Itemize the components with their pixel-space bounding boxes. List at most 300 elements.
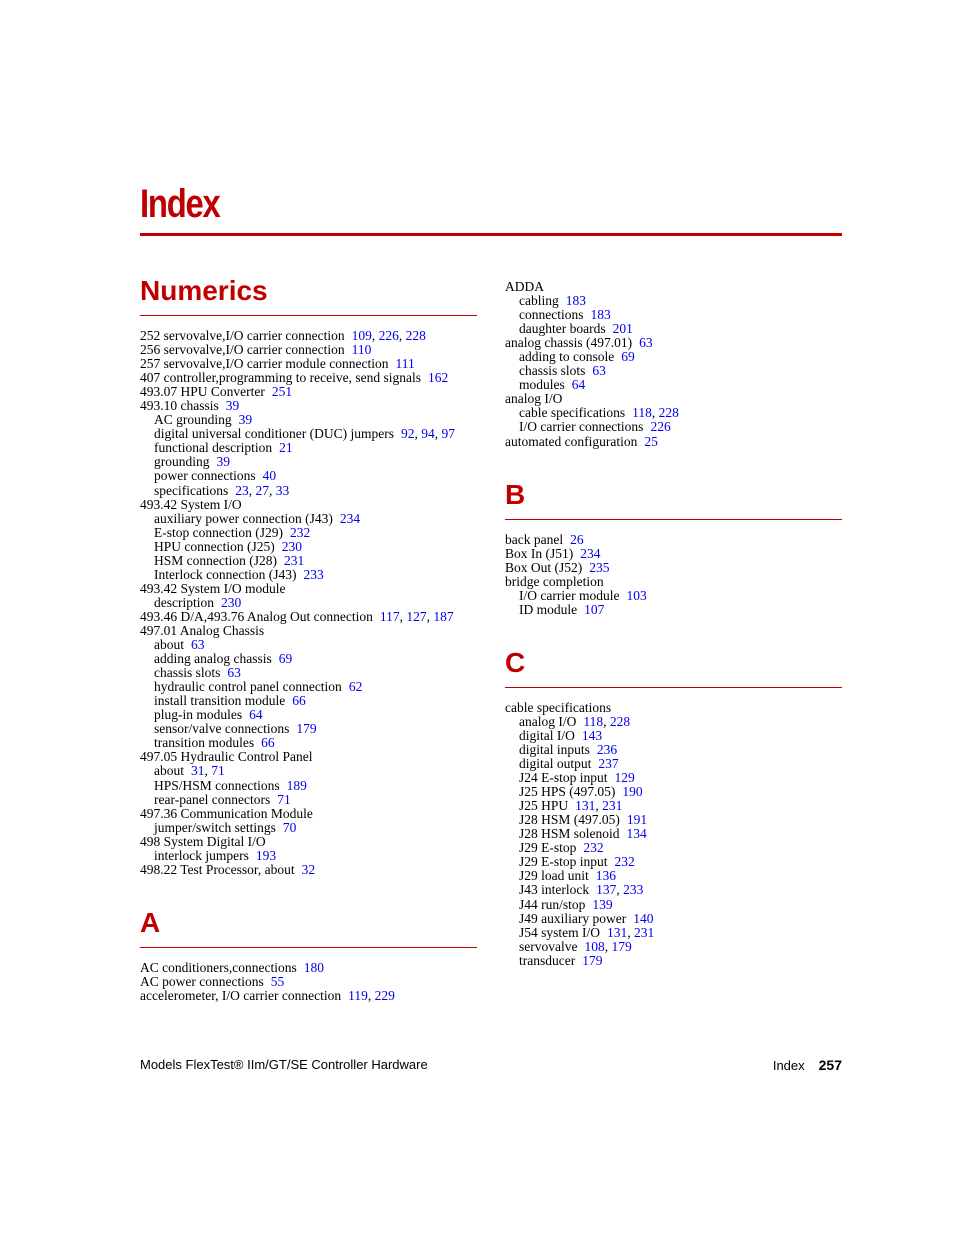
entry-term: bridge completion bbox=[505, 573, 604, 589]
index-subentry bbox=[505, 954, 842, 968]
entry-term: jumper/switch settings bbox=[154, 819, 276, 835]
index-subentry bbox=[140, 736, 477, 750]
page-link[interactable]: 21 bbox=[279, 440, 293, 456]
entry-page-refs: 118, 228 bbox=[632, 405, 679, 421]
page-link[interactable]: 162 bbox=[428, 370, 449, 386]
index-subentry bbox=[505, 799, 842, 813]
page-link[interactable]: 40 bbox=[262, 468, 277, 484]
page-link[interactable]: 231 bbox=[602, 798, 623, 814]
entry-term: Box Out (J52) bbox=[505, 559, 583, 575]
entry-page-refs bbox=[582, 953, 602, 968]
index-entry bbox=[140, 835, 477, 849]
entry-term: rear-panel connectors bbox=[154, 791, 271, 807]
page-link[interactable]: 69 bbox=[621, 349, 635, 365]
entry-page-refs bbox=[279, 651, 293, 666]
entry-page-refs: 108, 179 bbox=[584, 938, 632, 954]
entry-term: analog I/O bbox=[505, 391, 563, 407]
page-link[interactable]: 97 bbox=[441, 426, 455, 442]
entry-page-refs: 131, 231 bbox=[607, 924, 655, 940]
page-link[interactable]: 191 bbox=[626, 812, 648, 828]
index-subentry bbox=[505, 757, 842, 771]
page-link[interactable]: 27 bbox=[255, 482, 269, 498]
entry-page-refs bbox=[226, 398, 240, 413]
section-rule bbox=[505, 687, 842, 688]
entry-term: Box In (J51) bbox=[505, 545, 574, 561]
page-link[interactable]: 236 bbox=[596, 741, 618, 757]
entry-term: I/O carrier connections bbox=[519, 419, 644, 435]
index-subentry bbox=[140, 512, 477, 526]
page-link[interactable]: 229 bbox=[374, 987, 395, 1003]
section-rule bbox=[140, 315, 477, 316]
index-entry-list bbox=[505, 280, 842, 449]
entry-page-refs bbox=[349, 679, 363, 694]
index-subentry bbox=[140, 694, 477, 708]
page-link[interactable]: 118 bbox=[632, 405, 652, 421]
page-link[interactable]: 70 bbox=[282, 819, 297, 835]
page-link[interactable]: 94 bbox=[421, 426, 435, 442]
entry-term: modules bbox=[519, 377, 565, 393]
page-link[interactable]: 107 bbox=[584, 601, 605, 617]
entry-page-refs bbox=[583, 840, 603, 855]
page-link[interactable]: 63 bbox=[227, 665, 241, 681]
index-subentry bbox=[505, 308, 842, 322]
page-link[interactable]: 230 bbox=[221, 594, 242, 610]
index-subentry bbox=[505, 841, 842, 855]
page-link[interactable]: 228 bbox=[658, 405, 679, 421]
page-link[interactable]: 183 bbox=[590, 307, 611, 323]
index-subentry bbox=[505, 350, 842, 364]
page-link[interactable]: 232 bbox=[583, 840, 604, 856]
page-link[interactable]: 63 bbox=[639, 335, 653, 351]
section-rule bbox=[505, 519, 842, 520]
footer-book-title: Models FlexTest® IIm/GT/SE Controller Hardware bbox=[140, 1057, 428, 1072]
entry-page-refs: 23, 27, 33 bbox=[235, 482, 290, 498]
page-link[interactable]: 25 bbox=[644, 433, 658, 449]
index-entry-list bbox=[140, 961, 477, 1003]
index-subentry bbox=[505, 771, 842, 785]
index-subentry bbox=[505, 729, 842, 743]
entry-term: grounding bbox=[154, 454, 210, 470]
page-link[interactable]: 131 bbox=[575, 798, 596, 814]
page-link[interactable]: 66 bbox=[292, 693, 306, 709]
entry-page-refs bbox=[256, 848, 276, 863]
entry-term: sensor/valve connections bbox=[154, 721, 290, 737]
entry-term: ID module bbox=[519, 601, 578, 617]
section-rule bbox=[140, 947, 477, 948]
entry-page-refs bbox=[613, 321, 633, 336]
index-entry bbox=[505, 701, 842, 715]
entry-term: description bbox=[154, 594, 214, 610]
index-subentry bbox=[505, 926, 842, 940]
entry-term: HPS/HSM connections bbox=[154, 777, 280, 793]
entry-term: J25 HPS (497.05) bbox=[519, 784, 616, 800]
entry-page-refs bbox=[304, 960, 324, 975]
entry-term: HPU connection (J25) bbox=[154, 538, 275, 554]
entry-page-refs bbox=[590, 307, 610, 322]
page-link[interactable]: 39 bbox=[238, 412, 253, 428]
index-column-right bbox=[505, 280, 842, 968]
footer-section-label: Index bbox=[772, 1058, 805, 1073]
entry-term: auxiliary power connection (J43) bbox=[154, 510, 333, 526]
page-link[interactable]: 129 bbox=[614, 770, 635, 786]
entry-page-refs bbox=[644, 434, 658, 449]
entry-page-refs bbox=[283, 820, 297, 835]
entry-page-refs bbox=[296, 721, 316, 736]
page-link[interactable]: 64 bbox=[249, 707, 263, 723]
page-link[interactable]: 136 bbox=[595, 868, 616, 884]
page-link[interactable]: 23 bbox=[235, 482, 249, 498]
index-entry bbox=[140, 498, 477, 512]
page-link[interactable]: 103 bbox=[626, 587, 647, 603]
page-link[interactable]: 55 bbox=[270, 973, 285, 989]
page-link[interactable]: 228 bbox=[609, 713, 631, 729]
entry-page-refs bbox=[282, 539, 302, 554]
index-subentry bbox=[140, 596, 477, 610]
page-link[interactable]: 64 bbox=[571, 377, 586, 393]
page-link[interactable]: 201 bbox=[612, 321, 633, 337]
entry-page-refs bbox=[292, 693, 306, 708]
entry-page-refs bbox=[633, 911, 653, 926]
index-subentry bbox=[505, 420, 842, 434]
index-subentry bbox=[505, 813, 842, 827]
entry-page-refs bbox=[396, 356, 415, 371]
page-link[interactable]: 137 bbox=[596, 882, 617, 898]
entry-page-refs bbox=[279, 440, 293, 455]
page-link[interactable]: 39 bbox=[225, 398, 240, 414]
entry-term: 497.05 Hydraulic Control Panel bbox=[140, 749, 313, 765]
index-subentry bbox=[505, 406, 842, 420]
entry-term: Interlock connection (J43) bbox=[154, 566, 297, 582]
index-subentry bbox=[505, 378, 842, 392]
page-link[interactable]: 118 bbox=[583, 713, 604, 729]
index-entry bbox=[140, 399, 477, 413]
page-link[interactable]: 180 bbox=[303, 959, 324, 975]
entry-term: 493.42 System I/O bbox=[140, 496, 242, 512]
entry-term: accelerometer, I/O carrier connection bbox=[140, 987, 342, 1003]
entry-term: I/O carrier module bbox=[519, 587, 620, 603]
entry-page-refs bbox=[302, 862, 316, 877]
index-entry bbox=[140, 989, 477, 1003]
entry-term: back panel bbox=[505, 531, 564, 547]
page-link[interactable]: 179 bbox=[611, 938, 632, 954]
entry-page-refs bbox=[584, 602, 604, 617]
index-subentry bbox=[140, 680, 477, 694]
entry-page-refs bbox=[284, 553, 304, 568]
entry-page-refs bbox=[597, 742, 617, 757]
index-subentry bbox=[140, 568, 477, 582]
entry-page-refs bbox=[582, 728, 602, 743]
page-link[interactable]: 234 bbox=[580, 545, 601, 561]
page-link[interactable]: 66 bbox=[261, 735, 275, 751]
title-rule bbox=[140, 233, 842, 236]
index-entry bbox=[505, 561, 842, 575]
index-entry bbox=[505, 336, 842, 350]
page-link[interactable]: 183 bbox=[565, 293, 586, 309]
entry-term: cabling bbox=[519, 293, 559, 309]
entry-term: digital I/O bbox=[519, 727, 575, 743]
entry-page-refs: 131, 231 bbox=[575, 798, 623, 814]
entry-term: digital inputs bbox=[519, 741, 590, 757]
entry-term: 256 servovalve,I/O carrier connection bbox=[140, 342, 345, 358]
entry-page-refs bbox=[615, 770, 635, 785]
index-subentry bbox=[505, 912, 842, 926]
page-link[interactable]: 193 bbox=[255, 847, 277, 863]
entry-page-refs bbox=[639, 335, 653, 350]
entry-page-refs bbox=[592, 897, 612, 912]
page-link[interactable]: 189 bbox=[286, 777, 307, 793]
entry-page-refs bbox=[217, 454, 231, 469]
entry-page-refs: 118, 228 bbox=[583, 713, 631, 729]
entry-page-refs bbox=[615, 854, 635, 869]
page-link[interactable]: 190 bbox=[622, 784, 643, 800]
page-link[interactable]: 237 bbox=[598, 756, 619, 772]
page-link[interactable]: 109 bbox=[351, 328, 372, 343]
entry-term: adding to console bbox=[519, 349, 615, 365]
index-entry bbox=[140, 624, 477, 638]
entry-term: cable specifications bbox=[519, 405, 626, 421]
index-entry bbox=[140, 357, 477, 371]
page-link[interactable]: 234 bbox=[339, 510, 361, 526]
entry-term: cable specifications bbox=[505, 699, 612, 715]
page-link[interactable]: 230 bbox=[281, 538, 302, 554]
page-link[interactable]: 134 bbox=[626, 826, 647, 842]
index-subentry bbox=[505, 743, 842, 757]
entry-term: J29 E-stop bbox=[519, 840, 577, 856]
entry-term: J28 HSM (497.05) bbox=[519, 812, 620, 828]
entry-page-refs bbox=[340, 511, 360, 526]
index-entry bbox=[140, 610, 477, 624]
entry-term: J29 load unit bbox=[519, 868, 589, 884]
index-subentry bbox=[140, 441, 477, 455]
entry-term: J43 interlock bbox=[519, 882, 590, 898]
index-entry bbox=[140, 961, 477, 975]
index-subentry bbox=[505, 883, 842, 897]
entry-term: specifications bbox=[154, 482, 229, 498]
entry-term: 498 System Digital I/O bbox=[140, 833, 266, 849]
index-subentry bbox=[505, 940, 842, 954]
entry-term: 252 servovalve,I/O carrier connection bbox=[140, 328, 345, 343]
entry-page-refs bbox=[570, 532, 584, 547]
entry-term: install transition module bbox=[154, 693, 286, 709]
page-link[interactable]: 140 bbox=[633, 910, 654, 926]
page-link[interactable]: 232 bbox=[614, 854, 635, 870]
page-link[interactable]: 131 bbox=[607, 924, 628, 940]
index-section bbox=[140, 904, 477, 1003]
index-subentry bbox=[140, 708, 477, 722]
index-subentry bbox=[140, 554, 477, 568]
page-link[interactable]: 127 bbox=[406, 608, 427, 624]
entry-term: digital universal conditioner (DUC) jumpers bbox=[154, 426, 394, 442]
entry-page-refs bbox=[621, 349, 635, 364]
entry-term: J24 E-stop input bbox=[519, 770, 608, 786]
page-link[interactable]: 119 bbox=[348, 987, 368, 1003]
index-subentry bbox=[505, 898, 842, 912]
page-link[interactable]: 232 bbox=[289, 524, 311, 540]
page-link[interactable]: 69 bbox=[278, 651, 293, 667]
page-link[interactable]: 117 bbox=[379, 608, 400, 624]
entry-term: chassis slots bbox=[154, 665, 221, 681]
page-link[interactable]: 110 bbox=[351, 342, 372, 358]
page-link[interactable]: 179 bbox=[296, 721, 317, 737]
entry-term: J54 system I/O bbox=[519, 924, 600, 940]
page-link[interactable]: 92 bbox=[400, 426, 415, 442]
entry-page-refs bbox=[566, 293, 586, 308]
page-link[interactable]: 63 bbox=[191, 637, 205, 653]
entry-page-refs bbox=[277, 792, 291, 807]
entry-term: 493.10 chassis bbox=[140, 398, 219, 414]
page-link[interactable]: 226 bbox=[378, 328, 399, 343]
entry-term: 497.01 Analog Chassis bbox=[140, 622, 265, 638]
entry-page-refs bbox=[598, 756, 618, 771]
index-subentry bbox=[140, 484, 477, 498]
entry-term: AC grounding bbox=[154, 412, 232, 428]
page-link[interactable]: 33 bbox=[275, 482, 290, 498]
entry-page-refs: 92, 94, 97 bbox=[400, 426, 455, 442]
index-subentry bbox=[140, 849, 477, 863]
index-subentry bbox=[505, 322, 842, 336]
index-section bbox=[140, 272, 477, 877]
entry-page-refs bbox=[249, 707, 263, 722]
index-subentry bbox=[140, 526, 477, 540]
index-entry bbox=[505, 280, 842, 294]
index-entry bbox=[140, 863, 477, 877]
index-subentry bbox=[140, 469, 477, 483]
page-link[interactable]: 71 bbox=[277, 791, 291, 807]
entry-page-refs bbox=[191, 637, 205, 652]
page-link[interactable]: 143 bbox=[581, 727, 603, 743]
entry-term: 407 controller,programming to receive, send signals bbox=[140, 370, 422, 386]
index-subentry bbox=[505, 294, 842, 308]
index-subentry bbox=[505, 827, 842, 841]
entry-page-refs bbox=[627, 812, 647, 827]
page-title: Index bbox=[140, 182, 220, 226]
entry-page-refs bbox=[627, 826, 647, 841]
index-section bbox=[505, 644, 842, 968]
entry-page-refs bbox=[290, 525, 310, 540]
index-entry bbox=[140, 750, 477, 764]
index-subentry bbox=[505, 589, 842, 603]
entry-term: functional description bbox=[154, 440, 273, 456]
index-subentry bbox=[505, 364, 842, 378]
entry-page-refs bbox=[622, 784, 642, 799]
page-link[interactable]: 26 bbox=[570, 531, 584, 547]
page-link[interactable]: 235 bbox=[589, 559, 610, 575]
page-link[interactable]: 233 bbox=[303, 566, 324, 582]
index-entry bbox=[140, 975, 477, 989]
entry-term: digital output bbox=[519, 756, 592, 772]
page-link[interactable]: 63 bbox=[592, 363, 606, 379]
entry-term: 257 servovalve,I/O carrier module connection bbox=[140, 356, 389, 372]
index-subentry bbox=[505, 869, 842, 883]
page-link[interactable]: 187 bbox=[433, 608, 454, 624]
entry-term: 493.07 HPU Converter bbox=[140, 384, 265, 400]
page-link[interactable]: 228 bbox=[405, 328, 426, 343]
index-entry-list bbox=[505, 533, 842, 617]
entry-page-refs: 119, 229 bbox=[348, 987, 395, 1003]
index-entry bbox=[140, 329, 477, 343]
entry-term: J29 E-stop input bbox=[519, 854, 608, 870]
entry-page-refs bbox=[580, 546, 600, 561]
index-subentry bbox=[505, 603, 842, 617]
index-subentry bbox=[140, 540, 477, 554]
entry-page-refs bbox=[261, 735, 275, 750]
entry-term: ADDA bbox=[505, 279, 544, 294]
index-section bbox=[505, 280, 842, 449]
entry-term: transducer bbox=[519, 952, 576, 968]
entry-page-refs bbox=[303, 567, 323, 582]
index-subentry bbox=[140, 455, 477, 469]
entry-term: analog I/O bbox=[519, 713, 577, 729]
page-link[interactable]: 31 bbox=[191, 763, 205, 779]
entry-page-refs bbox=[572, 377, 586, 392]
footer-page-number: 257 bbox=[818, 1057, 842, 1073]
entry-term: J44 run/stop bbox=[519, 896, 586, 912]
page-link[interactable]: 139 bbox=[592, 896, 613, 912]
page-link[interactable]: 71 bbox=[211, 763, 225, 779]
page-link[interactable]: 226 bbox=[650, 419, 671, 435]
footer-right bbox=[773, 1057, 842, 1073]
index-entry bbox=[505, 575, 842, 589]
index-subentry bbox=[505, 715, 842, 729]
index-entry bbox=[505, 392, 842, 406]
index-subentry bbox=[140, 821, 477, 835]
section-heading: B bbox=[505, 478, 526, 510]
page-link[interactable]: 111 bbox=[395, 356, 415, 372]
page-link[interactable]: 233 bbox=[623, 882, 644, 898]
index-entry bbox=[505, 547, 842, 561]
index-entry bbox=[505, 435, 842, 449]
entry-page-refs bbox=[221, 595, 241, 610]
page-link[interactable]: 62 bbox=[348, 679, 363, 695]
page-link[interactable]: 108 bbox=[584, 938, 605, 954]
entry-term: about bbox=[154, 763, 184, 779]
index-subentry bbox=[140, 666, 477, 680]
index-subentry bbox=[140, 793, 477, 807]
entry-term: automated configuration bbox=[505, 433, 638, 449]
page-link[interactable]: 39 bbox=[216, 454, 230, 470]
entry-term: J25 HPU bbox=[519, 798, 569, 814]
entry-page-refs: 117, 127, 187 bbox=[379, 608, 454, 624]
entry-term: J49 auxiliary power bbox=[519, 910, 627, 926]
index-subentry bbox=[140, 764, 477, 778]
section-heading: A bbox=[140, 906, 161, 938]
entry-page-refs bbox=[271, 974, 285, 989]
page-link[interactable]: 179 bbox=[582, 952, 603, 968]
index-entry bbox=[140, 582, 477, 596]
page-link[interactable]: 32 bbox=[301, 861, 316, 877]
entry-term: plug-in modules bbox=[154, 707, 243, 723]
index-entry bbox=[505, 533, 842, 547]
entry-page-refs bbox=[272, 384, 292, 399]
entry-term: daughter boards bbox=[519, 321, 606, 337]
page-link[interactable]: 251 bbox=[271, 384, 293, 400]
entry-term: E-stop connection (J29) bbox=[154, 524, 283, 540]
section-heading: C bbox=[505, 646, 526, 678]
index-subentry bbox=[140, 413, 477, 427]
index-subentry bbox=[140, 427, 477, 441]
entry-term: J28 HSM solenoid bbox=[519, 826, 620, 842]
entry-page-refs bbox=[592, 363, 606, 378]
index-column-left bbox=[140, 272, 477, 1003]
page-link[interactable]: 231 bbox=[634, 924, 655, 940]
entry-term: interlock jumpers bbox=[154, 847, 249, 863]
page-link[interactable]: 231 bbox=[283, 552, 305, 568]
index-entry bbox=[140, 385, 477, 399]
entry-term: AC conditioners,connections bbox=[140, 959, 297, 975]
entry-term: analog chassis (497.01) bbox=[505, 335, 633, 351]
index-entry bbox=[140, 807, 477, 821]
entry-page-refs bbox=[263, 468, 277, 483]
